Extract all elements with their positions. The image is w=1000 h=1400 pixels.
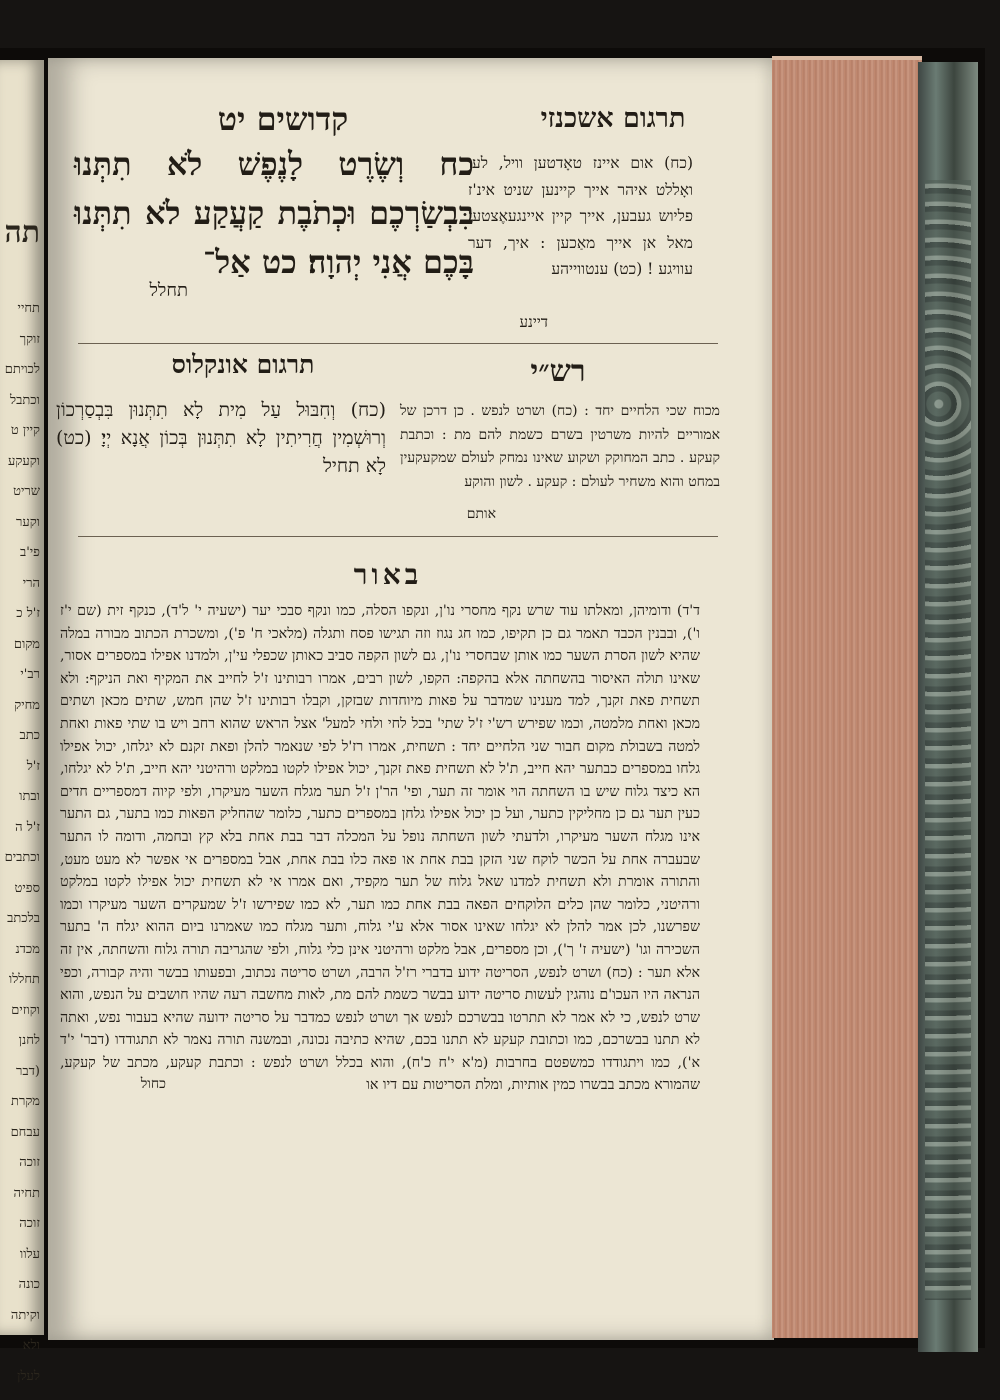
- previous-page-word: ספיט: [14, 880, 40, 896]
- previous-page-word: תחיי: [17, 301, 40, 316]
- previous-page-word: וכתבל: [10, 392, 40, 408]
- previous-page-word: לחנן: [18, 1033, 40, 1048]
- previous-page-word: וקעקע: [8, 453, 40, 469]
- previous-page-word: ובתו: [19, 789, 40, 804]
- running-header-right: תרגום אשכנזי: [540, 103, 686, 134]
- previous-page-word: מחיק: [14, 697, 40, 713]
- previous-page-word: לכויתם: [4, 362, 40, 377]
- previous-page-word: פי'ב: [19, 545, 40, 560]
- yiddish-translation: (כח) אום איינז טאָדטען וויל, לעו ואָללט איהר אייך קיינען שניט אינ'ז פליוש געבען, אייך קיין איינגעאֶצטעז מאל אן אייך מאַכען : איך, דער עוויגע ! (כט) ענטווייהע: [468, 154, 693, 278]
- rashi-catchword: אותם: [466, 506, 496, 522]
- biur-catchword: כחול: [140, 1076, 166, 1092]
- rashi-text: מכוח שכי הלחיים יחד : (כח) ושרט לנפש . כן דרכן של אמוריים להיות משרטין בשרם כשמת להם מת : וכתבת קעקע . כתב המחוקק ושקוע שאינו נמחק לעולם שמקעקעין במחט והוא משחיר לעולם : קעקע . לשון והוקע: [400, 403, 720, 490]
- previous-page-word: כתב: [19, 728, 40, 743]
- biur-commentary-text: ד'ד) ודומיהן, ומאלתו עוד שרש נקף מחסרי נו'ן, ונקפו הסלה, כמו ונקף סבכי יער (ישעיה י' ל'ד), כנקף זית (שם י'ז ו'), ובבנין הכבד תאמר גם כן תקיפו, כמו חג נגוז וזה תגישו פסח ותגלה (מלאכי ח' פ'), ומשכרת הכתוב מבורה במלה שהיא לשון הסרת השער כמו אותן שבחסרי נו'ן, גם לשון הקפה סביב כאותן שכפלי עי'ן, ולמדנו אפילו במספרים אסור, שאינו תולה האיסור בהשחתה אלא בהקפה: הקפו, לשון רבים, אמרו רבותינו ז'ל לחייב את המקיף ואת הניקף: ולא תשחית פאת זקנך, למד מענינו שמדבר על פאות מיוחדות שבזקן, וקבלו רבותינו ז'ל שהן חמש, שתים מכאן ושתים מכאן ואחת מלמטה, וכמו שפירש רש'י ז'ל שתי' בכל לחי ולחי למעל' אצל הראש שהוא רחב ויש בו שתי פאות ואחת למטה בשבולת מקום חבור שני הלחיים יחד : תשחית, אמרו רז'ל לפי שנאמר להלן ופאת זקנם לא יגלחו, יכול אפילו גלחו במספרים כבתער יהא חייב, ת'ל לא תשחית פאת זקנך, יכול אפילו לקטו במלקט ורהיטני יהא חייב, ת'ל לא יגלחו, הא כיצד גלוח שיש בו השחתה הוי אומר זה תער, ופי' הר'ן ז'ל תער מגלח השער מעיקרו, ולפי קיוה דמספריים חדים כעין תער גם כן מחליקין כתער, ועל כן יכול אפילו גלחן במספרים כתער, כלומר שהחליק הפאות כמו בתער, גם התער אינו מגלח השער מעיקרו, ולדעתי לשון השחתה נופל על המכלה דבר בבת אחת בלא קץ ובחמה, ודומה לו התער שבעברה אחת על הכשר לוקח שני הזקן בבת אחת או פאה כלו בבת אחת, אבל במספרים אי אפשר לא מעט מעט, והתורה אומרת ולא תשחית למדנו שאל גלוח של תער מקפיד, ואם אמרו אי לא תשחית יכול אפילו לקטו במלקט ורהיטני, כלומר שהן כלים הלוקחים הפאה בבת אחת כמו תער, לא כמו שפירשו ז'ל שמעקרים השער מעיקרו וכמו שפרשנו, לכן אמר להלן לא יגלחו שאינו אסור אלא ע'י גלוח, ותער מגלח כמו שאמרנו ביום ההוא יגלח ה' בתער השכירה וגו' (ישעיה ז' ך'), וכן מספרים, אבל מלקט ורהיטני אינן כלי גלוח, ולפי שהגריבה תורה גלוח והשחתה, אין זה אלא תער : (כח) ושרט לנפש, הסריטה ידוע בדברי רז'ל הרבה, ושרט סריטה נכתוב, ובפעותו בבשר והיה קבורה, וכפי הנראה היו העכו'ם נוהגין לעשות סריטה ידוע בבשר כשמת להם מת, לאות מחשבה רעה שהיו חושבים על הנפש, והוא שרט לנפש, כי לא אמר לא תתרטו בבשרכם לנפש אך ושרט לנפש כמדבר על סריטה ידועה שהיא בעבור נפש, ואתה לא תתנו בבשרכם, כמו וכתובת קעקע לא תתנו בכם, שהיא כתיבה נכונה, ובמשנה תורה נאמר לא תתגודדו (דבר' י'ד א'), כמו ויתגודדו כמשפטם בחרבות (מ'א י'ח כ'ח), והוא בכלל ושרט לנפש : וכתבת קעקע, מכתב של קעקע, שהמורא מכתב בבשרו כמין אותיות, ומלת הסריטות עם דיו או: [60, 603, 700, 1094]
- previous-page-word: רב'י: [20, 667, 40, 682]
- rashi-title: רש״י: [530, 354, 586, 389]
- book-page: [48, 58, 774, 1340]
- previous-page-word: שריט: [13, 484, 40, 499]
- biur-title: באור: [353, 558, 423, 591]
- previous-page-word: זוכה: [19, 1216, 40, 1231]
- torah-verse-text: כח וְשֶׂרֶט לָנֶפֶשׁ לֹא תִתְּנוּ בִּבְשַׂרְכֶם וּכְתֹבֶת קַעֲקַע לֹא תִתְּנוּ בָּכֶם אֲנִי יְהוָה׃ כט אַל־: [74, 145, 474, 281]
- previous-page-word: ז'ל כ: [16, 606, 40, 621]
- previous-page-word: מכדנ: [15, 941, 40, 957]
- previous-page-edge: [0, 60, 44, 1384]
- previous-page-word: תחיה: [13, 1185, 40, 1201]
- yiddish-catchword: דיינע: [519, 313, 548, 331]
- onkelos-text: (כח) וְחִבּוּל עַל מִית לָא תִתְּנוּן בִּבְסַרְכוֹן וְרוּשְׁמִין חֲרִיתִין לָא תִתְּנוּן בְּכוֹן אֲנָא יְיָ׃ (כט) לָא תחיל: [56, 399, 386, 477]
- previous-page-word: קיין ט: [10, 423, 40, 438]
- previous-page-word: כונה: [18, 1277, 40, 1292]
- previous-page-word: עלוו: [19, 1246, 40, 1262]
- page-edges: [772, 60, 922, 1338]
- section-divider: [78, 343, 718, 344]
- onkelos-title: תרגום אונקלוס: [171, 350, 315, 379]
- previous-page-word: וקער: [15, 514, 40, 530]
- previous-page-word: וקיתה: [10, 1307, 40, 1323]
- running-header-left: קדושים יט: [217, 100, 349, 138]
- previous-page-word: הרי: [22, 575, 40, 591]
- previous-page-word: וקוזים: [11, 1002, 40, 1018]
- previous-page-word: בלכתב: [7, 911, 40, 926]
- previous-page-word: עבחם: [10, 1124, 40, 1140]
- section-divider: [78, 536, 718, 537]
- previous-page-word: תחללו: [8, 972, 40, 987]
- previous-page-word: מקום: [13, 636, 40, 652]
- previous-page-word: (דבר: [16, 1063, 40, 1079]
- previous-page-word: ז'ל: [26, 758, 40, 774]
- previous-page-word: לעלן: [17, 1368, 40, 1384]
- previous-page-word: ולא: [22, 1338, 40, 1353]
- previous-page-word: מקרת: [11, 1094, 40, 1109]
- verse-catchword: תחלל: [149, 280, 188, 301]
- previous-page-word: תה: [4, 215, 40, 250]
- previous-page-word: זוכה: [19, 1155, 40, 1170]
- previous-page-word: ז'ל ה: [15, 819, 40, 835]
- previous-page-word: וכתבים: [4, 850, 40, 865]
- previous-page-word: זוקך: [19, 331, 40, 347]
- marbled-cover-pattern: [925, 180, 971, 1300]
